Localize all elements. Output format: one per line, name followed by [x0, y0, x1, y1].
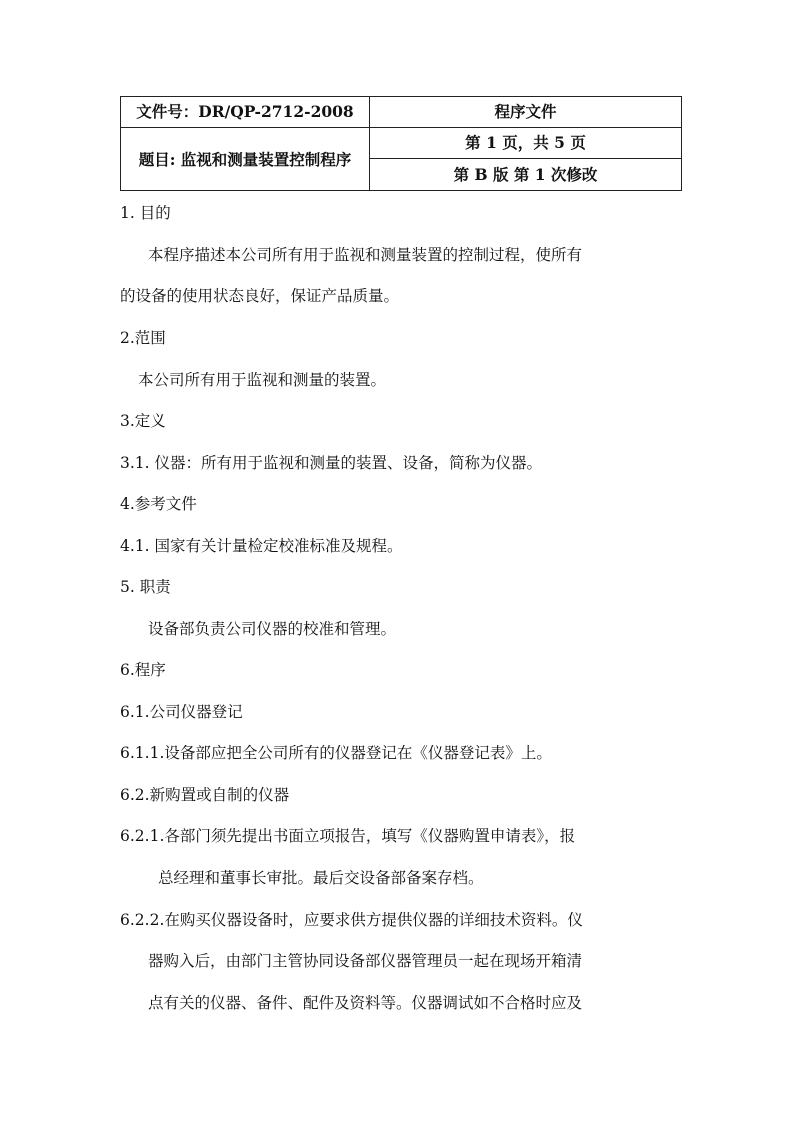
section-2-heading: 2.范围: [120, 329, 166, 347]
doc-number-cell: 文件号：DR/QP-2712-2008: [121, 97, 370, 128]
section-3-heading: 3.定义: [120, 412, 166, 430]
section-4-1: 4.1. 国家有关计量检定校准标准及规程。: [120, 537, 403, 555]
section-6-2: 6.2.新购置或自制的仪器: [120, 786, 290, 804]
section-1-text: 本程序描述本公司所有用于监视和测量装置的控制过程，使所有: [148, 246, 583, 264]
version-cell: 第 B 版 第 1 次修改: [370, 159, 682, 191]
section-6-1: 6.1.公司仪器登记: [120, 703, 243, 721]
section-1-text-cont: 的设备的使用状态良好，保证产品质量。: [120, 287, 400, 305]
section-6-2-1: 6.2.1.各部门须先提出书面立项报告，填写《仪器购置申请表》，报: [120, 827, 576, 845]
section-6-2-2-cont-2: 点有关的仪器、备件、配件及资料等。仪器调试如不合格时应及: [148, 994, 583, 1012]
section-3-1: 3.1. 仪器：所有用于监视和测量的装置、设备，简称为仪器。: [120, 454, 543, 472]
doc-type-cell: 程序文件: [370, 97, 682, 128]
doc-title-cell: 题目: 监视和测量装置控制程序: [121, 128, 370, 191]
section-6-2-2: 6.2.2.在购买仪器设备时，应要求供方提供仪器的详细技术资料。仪: [120, 911, 583, 929]
section-1-heading: 1. 目的: [120, 204, 171, 222]
section-5-heading: 5. 职责: [120, 578, 171, 596]
section-6-heading: 6.程序: [120, 661, 166, 679]
section-6-1-1: 6.1.1.设备部应把全公司所有的仪器登记在《仪器登记表》上。: [120, 744, 552, 762]
section-5-text: 设备部负责公司仪器的校准和管理。: [148, 620, 397, 638]
page-info-cell: 第 1 页，共 5 页: [370, 128, 682, 159]
section-6-2-1-cont: 总经理和董事长审批。最后交设备部备案存档。: [158, 869, 484, 887]
document-header-table: [120, 96, 682, 191]
section-6-2-2-cont-1: 器购入后，由部门主管协同设备部仪器管理员一起在现场开箱清: [148, 952, 583, 970]
section-4-heading: 4.参考文件: [120, 495, 197, 513]
section-2-text: 本公司所有用于监视和测量的装置。: [138, 371, 387, 389]
